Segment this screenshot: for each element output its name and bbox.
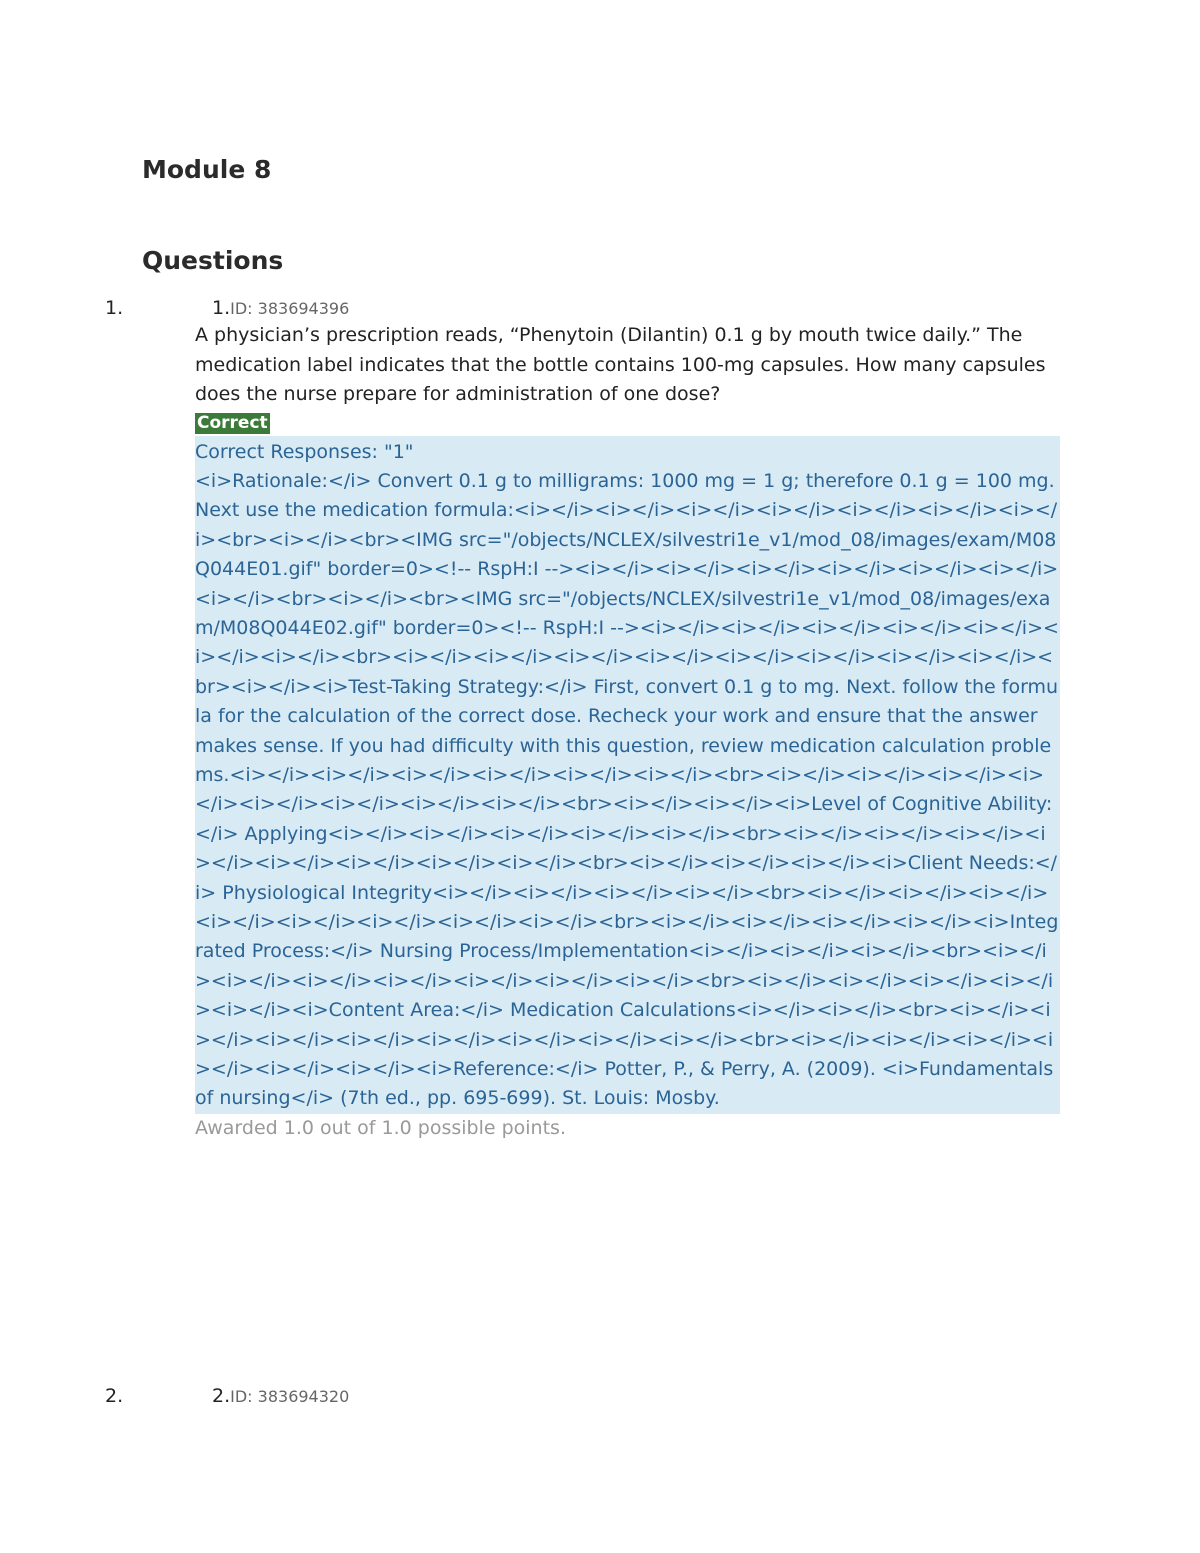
question-list-number: 2. [105, 1385, 124, 1407]
question-id: ID: 383694320 [230, 1387, 350, 1406]
module-title: Module 8 [142, 155, 272, 184]
question-text: A physician’s prescription reads, “Phenytoin (Dilantin) 0.1 g by mouth twice daily.” The medication label indicates that the bottle contains 100-mg capsules. How many capsules does the nurse prepare for administration of one dose? [195, 324, 1046, 405]
section-title: Questions [142, 246, 284, 275]
feedback-rationale: <i>Rationale:</i> Convert 0.1 g to milligrams: 1000 mg = 1 g; therefore 0.1 g = 100 mg. Next use the medication formula:<i></i><i></i><i></i><i></i><i></i><i></i><i></i><br><i></i><br><IMG src="/objects/NCLEX/silvestri1e_v1/mod_08/images/exam/M08Q044E01.gif" border=0><!-- RspH:I --><i></i><i></i><i></i><i></i><i></i><i></i><i></i><br><i></i><br><IMG src="/objects/NCLEX/silvestri1e_v1/mod_08/images/exam/M08Q044E02.gif" border=0><!-- RspH:I --><i></i><i></i><i></i><i></i><i></i><i></i><i></i><br><i></i><i></i><i></i><i></i><i></i><i></i><i></i><i></i><br><i></i><i>Test-Taking Strategy:</i> First, convert 0.1 g to mg. Next. follow the formula for the calculation of the correct dose. Recheck your work and ensure that the answer makes sense. If you had difficulty with this question, review medication calculation problems.<i></i><i></i><i></i><i></i><i></i><i></i><br><i></i><i></i><i></i><i></i><i></i><i></i><i></i><i></i><br><i></i><i></i><i>Level of Cognitive Ability:</i> Applying<i></i><i></i><i></i><i></i><i></i><br><i></i><i></i><i></i><i></i><i></i><i></i><i></i><i></i><br><i></i><i></i><i></i><i>Client Needs:</i> Physiological Integrity<i></i><i></i><i></i><i></i><br><i></i><i></i><i></i><i></i><i></i><i></i><i></i><i></i><br><i></i><i></i><i></i><i></i><i>Integrated Process:</i> Nursing Process/Implementation<i></i><i></i><i></i><br><i></i><i></i><i></i><i></i><i></i><i></i><i></i><br><i></i><i></i><i></i><i></i><i></i><i>Content Area:</i> Medication Calculations<i></i><i></i><br><i></i><i></i><i></i><i></i><i></i><i></i><i></i><i></i><br><i></i><i></i><i></i><i></i><i></i><i></i><i>Reference:</i> Potter, P., & Perry, A. (2009). <i>Fundamentals of nursing</i> (7th ed., pp. 695-699). St. Louis: Mosby. [195, 469, 1059, 1110]
question-inline-number: 2. [212, 1385, 231, 1407]
feedback-panel [195, 436, 1060, 1114]
question-header [212, 295, 349, 322]
points-awarded: Awarded 1.0 out of 1.0 possible points. [195, 1116, 566, 1139]
question-id: ID: 383694396 [230, 299, 350, 318]
question-header [212, 1383, 349, 1410]
status-badge: Correct [197, 412, 268, 433]
question-inline-number: 1. [212, 297, 231, 319]
question-body [195, 321, 1060, 1143]
question-list-number: 1. [105, 297, 124, 319]
correct-responses: Correct Responses: "1" [195, 440, 414, 463]
